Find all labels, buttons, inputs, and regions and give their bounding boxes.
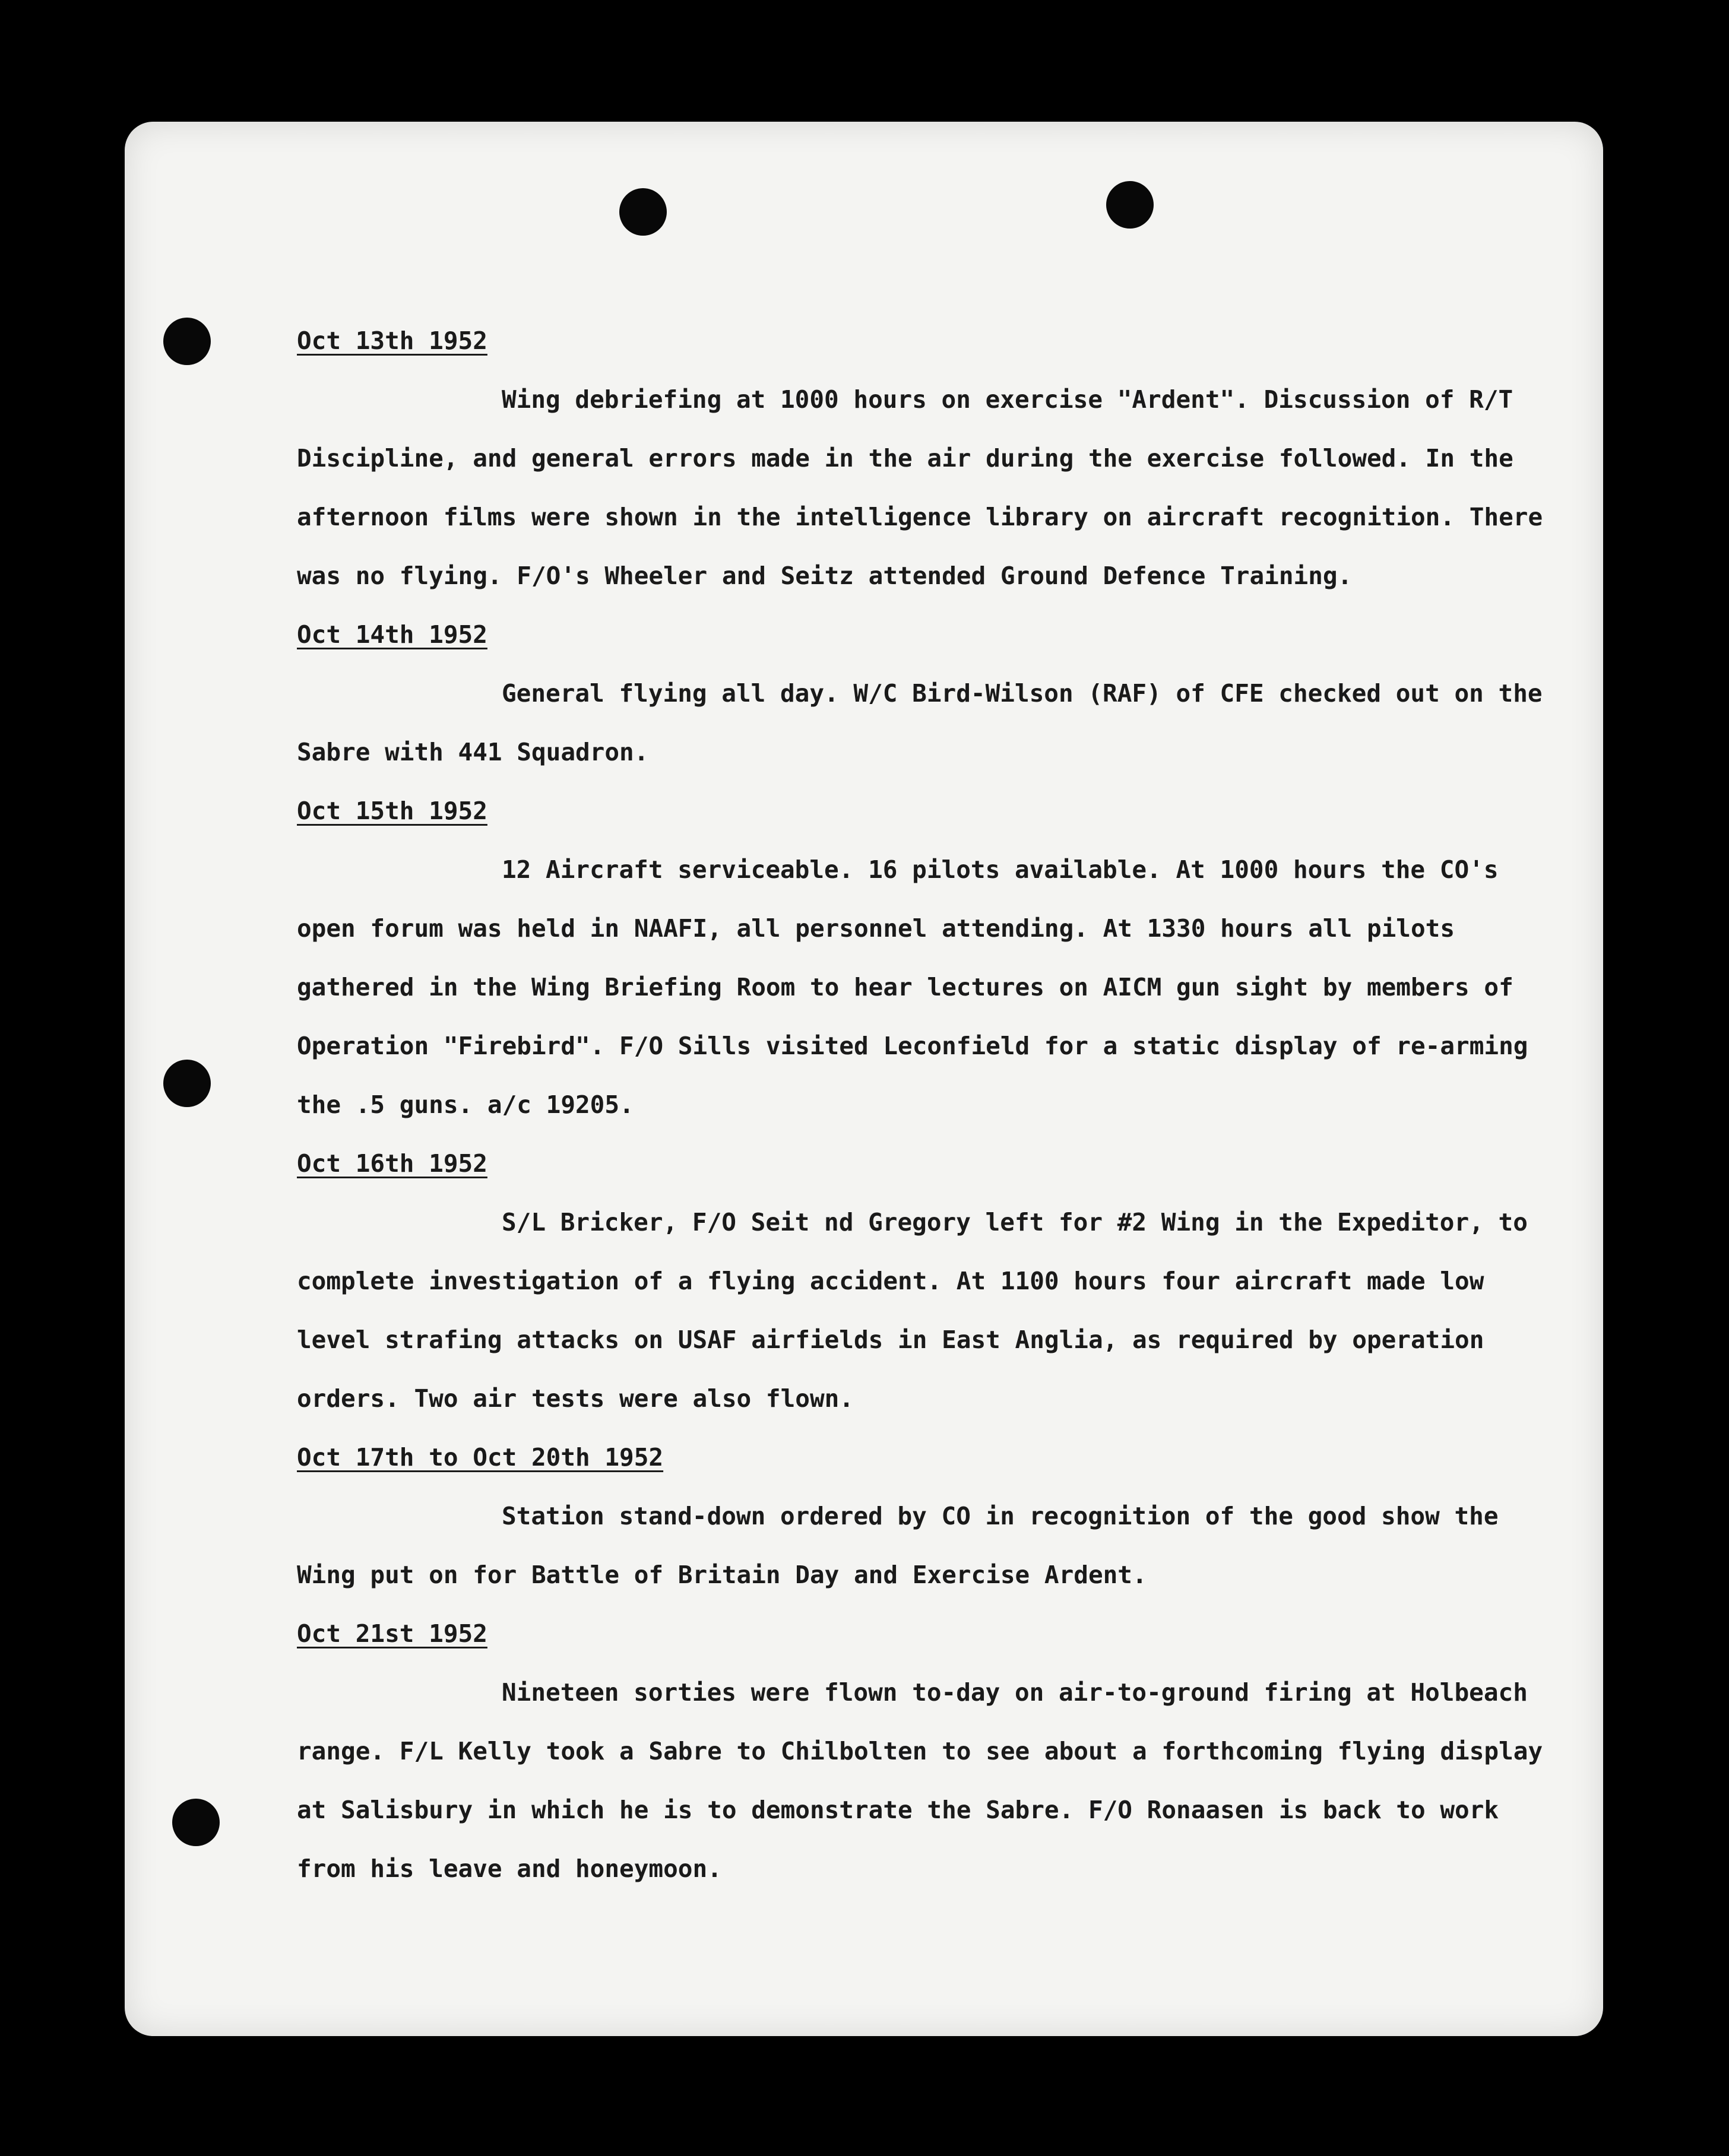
punch-hole-top-left	[619, 188, 667, 236]
diary-entry	[297, 782, 1568, 1134]
entry-date: Oct 15th 1952	[297, 797, 487, 825]
diary-entry	[297, 1134, 1568, 1428]
diary-entry	[297, 312, 1568, 605]
entry-text: Station stand-down ordered by CO in recognition of the good show the Wing put on for Battle of Britain Day and Exercise Ardent.	[297, 1502, 1499, 1589]
diary-entry	[297, 1428, 1568, 1605]
entry-text: 12 Aircraft serviceable. 16 pilots available. At 1000 hours the CO's open forum was held in NAAFI, all personnel attending. At 1330 hours all pilots gathered in the Wing Briefing Room to hear lectures on AICM gun sight by members of Operation "Firebird". F/O Sills visited Leconfield for a static display of re-arming the .5 guns. a/c 19205.	[297, 855, 1528, 1119]
entry-text: Nineteen sorties were flown to-day on air-to-ground firing at Holbeach range. F/L Kelly took a Sabre to Chilbolten to see about a forthcoming flying display at Salisbury in which he is to demonstrate the Sabre. F/O Ronaasen is back to work from his leave and honeymoon.	[297, 1678, 1543, 1883]
punch-hole-left-middle	[163, 1060, 211, 1107]
diary-entries	[297, 312, 1568, 1898]
entry-date: Oct 21st 1952	[297, 1619, 487, 1648]
entry-text: Wing debriefing at 1000 hours on exercise "Ardent". Discussion of R/T Discipline, and general errors made in the air during the exercise followed. In the afternoon films were shown in the intelligence library on aircraft recognition. There was no flying. F/O's Wheeler and Seitz attended Ground Defence Training.	[297, 385, 1543, 590]
entry-date: Oct 17th to Oct 20th 1952	[297, 1443, 664, 1472]
typewritten-page	[125, 122, 1603, 2036]
entry-date: Oct 13th 1952	[297, 326, 487, 355]
diary-entry	[297, 1605, 1568, 1898]
punch-hole-left-upper	[163, 318, 211, 365]
punch-hole-top-right	[1106, 181, 1154, 229]
entry-date: Oct 14th 1952	[297, 620, 487, 649]
entry-text: General flying all day. W/C Bird-Wilson (RAF) of CFE checked out on the Sabre with 441 Squadron.	[297, 679, 1543, 766]
punch-hole-left-lower	[172, 1799, 220, 1846]
entry-date: Oct 16th 1952	[297, 1149, 487, 1178]
entry-text: S/L Bricker, F/O Seit nd Gregory left for #2 Wing in the Expeditor, to complete investigation of a flying accident. At 1100 hours four aircraft made low level strafing attacks on USAF airfields in East Anglia, as required by operation orders. Two air tests were also flown.	[297, 1208, 1528, 1413]
diary-entry	[297, 605, 1568, 782]
